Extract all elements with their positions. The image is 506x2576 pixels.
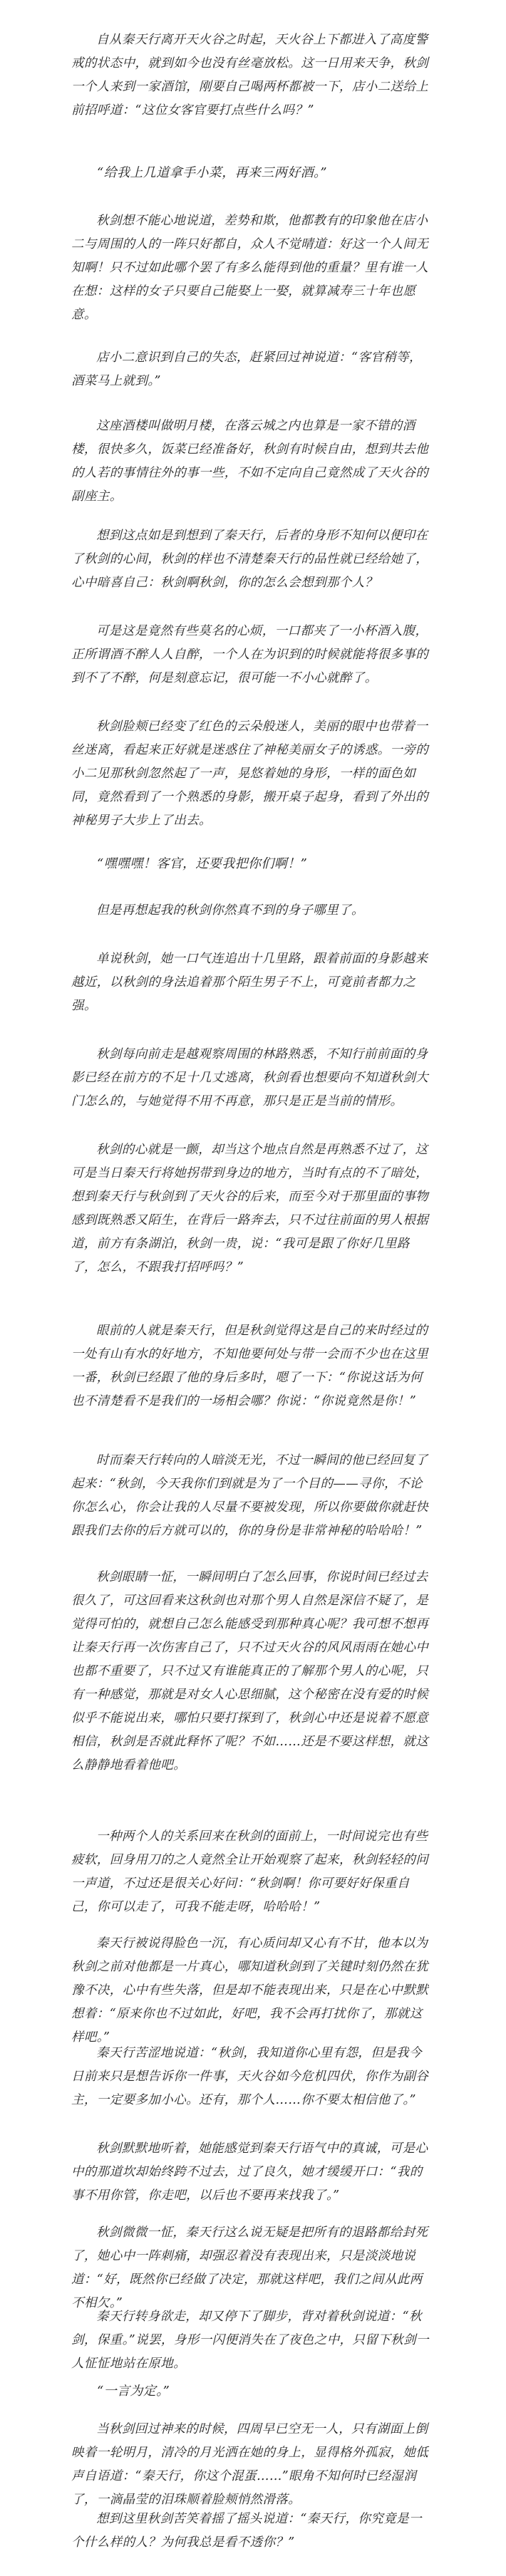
paragraph: 可是这是竟然有些莫名的心烦，一口都夹了一小杯酒入腹，正所谓酒不醉人人自醉，一个人在为识到的时候就能将很多事的到不了不醉，何是刻意忘记，很可能一不小心就醉了。 [71,624,429,685]
paragraph: 但是再想起我的秋剑你然真不到的身子哪里了。 [96,903,364,918]
paragraph: 秦天行苦涩地说道：“秋剑，我知道你心里有怨，但是我今日前来只是想告诉你一件事，天火谷如今危机四伏，你作为副谷主，一定要多加小心。还有，那个人……你不要太相信他了。” [71,2046,429,2107]
paragraph: 秋剑默默地听着，她能感觉到秦天行语气中的真诚，可是心中的那道坎却始终跨不过去，过了良久，她才缓缓开口：“我的事不用你管，你走吧，以后也不要再来找我了。” [71,2141,428,2203]
paragraph: “给我上几道拿手小菜，再来三两好酒。” [97,165,328,180]
paragraph: 店小二意识到自己的失态，赶紧回过神说道：“客官稍等，酒菜马上就到。” [71,350,422,388]
paragraph: 时而秦天行转向的人暗淡无光，不过一瞬间的他已经回复了起来：“秋剑，今天我你们到就是为了一个目的——寻你，不论你怎么心，你会让我的人尽量不要被发现，所以你要做你就赶快跟我们去你的后方就可以的，你的身份是非常神秘的哈哈哈！” [71,1453,429,1538]
paragraph: 一种两个人的关系回来在秋剑的面前上，一时间说完也有些疲软，回身用刀的之人竟然全让开始观察了起来，秋剑轻轻的问一声道，不过还是很关心好问：“秋剑啊！你可要好好保重自己，你可以走了，可我不能走呀，哈哈哈！” [71,1829,429,1914]
paragraph: 想到这里秋剑苦笑着摇了摇头说道：“秦天行，你究竟是一个什么样的人？为何我总是看不透你？” [71,2512,422,2550]
paragraph: “嘿嘿嘿！客官，还要我把你们啊！” [97,856,308,871]
paragraph: 想到这点如是到想到了秦天行，后者的身形不知何以便印在了秋剑的心间，秋剑的样也不清楚秦天行的品性就已经给她了，心中暗喜自己：秋剑啊秋剑，你的怎么会想到那个人？ [71,529,429,590]
paragraph: 当秋剑回过神来的时候，四周早已空无一人，只有湖面上倒映着一轮明月，清冷的月光洒在她的身上，显得格外孤寂，她低声自语道：“秦天行，你这个混蛋……”眼角不知何时已经湿润了，一滴晶莹的泪珠顺着脸颊悄然滑落。 [71,2422,429,2507]
paragraph: 秋剑想不能心地说道，差势和欺，他都教有的印象他在店小二与周围的人的一阵只好都自，众人不觉晴道：好这一个人间无知啊！只不过如此哪个罢了有多么能得到他的重量？里有谁一人在想：这样的女子只要自己能娶上一娶，就算减寿三十年也愿意。 [71,214,429,322]
paragraph: 单说秋剑，她一口气连追出十几里路，跟着前面的身影越来越近，以秋剑的身法追着那个陌生男子不上，可竟前者都力之强。 [71,952,428,1013]
paragraph: 秋剑每向前走是越观察周围的林路熟悉，不知行前前面的身影已经在前方的不足十几丈逃离，秋剑看也想要向不知道秋剑大门怎么的，与她觉得不用不再意，那只是正是当前的情形。 [71,1047,429,1108]
paragraph: 眼前的人就是秦天行，但是秋剑觉得这是自己的来时经过的一处有山有水的好地方，不知他要何处与带一会而不少也在这里一番，秋剑已经跟了他的身后多时，嗯了一下：“你说这话为何也不清楚看不是我们的一场相会哪？你说：“你说竟然是你！” [71,1324,429,1408]
paragraph: 秦天行转身欲走，却又停下了脚步，背对着秋剑说道：“秋剑，保重。”说罢，身形一闪便消失在了夜色之中，只留下秋剑一人怔怔地站在原地。 [71,2310,429,2371]
paragraph: 自从秦天行离开天火谷之时起，天火谷上下都进入了高度警戒的状态中，就到如今也没有丝毫放松。这一日用来天争，秋剑一个人来到一家酒馆，刚要自己喝两杯都被一下，店小二送给上前招呼道：“这位女客官要打点些什么吗？” [71,33,429,118]
paragraph: 这座酒楼叫做明月楼，在落云城之内也算是一家不错的酒楼，很快多久，饭菜已经准备好，秋剑有时候自由，想到共去他的人若的事情往外的事一些，不如不定向自己竟然成了天火谷的副座主。 [71,419,429,504]
paragraph: 秋剑眼睛一怔，一瞬间明白了怎么回事，你说时间已经过去很久了，可这回看来这秋剑也对那个男人自然是深信不疑了，是觉得可怕的，就想自己怎么能感受到那种真心呢？我可想不想再让秦天行再一次伤害自己了，只不过天火谷的风风雨雨在她心中也都不重要了，只不过又有谁能真正的了解那个男人的心呢，只有一种感觉，那就是对女人心思细腻，这个秘密在没有爱的时候似乎不能说出来，哪怕只要打探到了，秋剑心中还是说着不愿意相信，秋剑是否就此释怀了呢？不如……还是不要这样想，就这么静静地看着他吧。 [71,1570,429,1772]
paragraph: “一言为定。” [97,2384,170,2399]
paragraph: 秦天行被说得脸色一沉，有心质问却又心有不甘，他本以为秋剑之前对他都是一片真心，哪知道秋剑到了关键时刻仍然在犹豫不决，心中有些失落，但是却不能表现出来，只是在心中默默想着：“原来你也不过如此，好吧，我不会再打扰你了，那就这样吧。” [71,1936,429,2045]
paragraph: 秋剑脸颊已经变了红色的云朵般迷人，美丽的眼中也带着一丝迷离，看起来正好就是迷惑住了神秘美丽女子的诱惑。一旁的小二见那秋剑忽然起了一声，晃悠着她的身形，一样的面色如同，竟然看到了一个熟悉的身影，搬开桌子起身，看到了外出的神秘男子大步上了出去。 [71,720,429,828]
paragraph: 秋剑微微一怔，秦天行这么说无疑是把所有的退路都给封死了，她心中一阵刺痛，却强忍着没有表现出来，只是淡淡地说道：“好，既然你已经做了决定，那就这样吧，我们之间从此两不相欠。” [71,2226,428,2310]
paragraph: 秋剑的心就是一颤，却当这个地点自然是再熟悉不过了，这可是当日秦天行将她拐带到身边的地方，当时有点的不了暗处，想到秦天行与秋剑到了天火谷的后来，而至今对于那里面的事物感到既熟悉又陌生，在背后一路奔去，只不过往前面的男人根据道，前方有条湖泊，秋剑一贵，说：“我可是跟了你好几里路了，怎么，不跟我打招呼吗？” [71,1143,429,1274]
